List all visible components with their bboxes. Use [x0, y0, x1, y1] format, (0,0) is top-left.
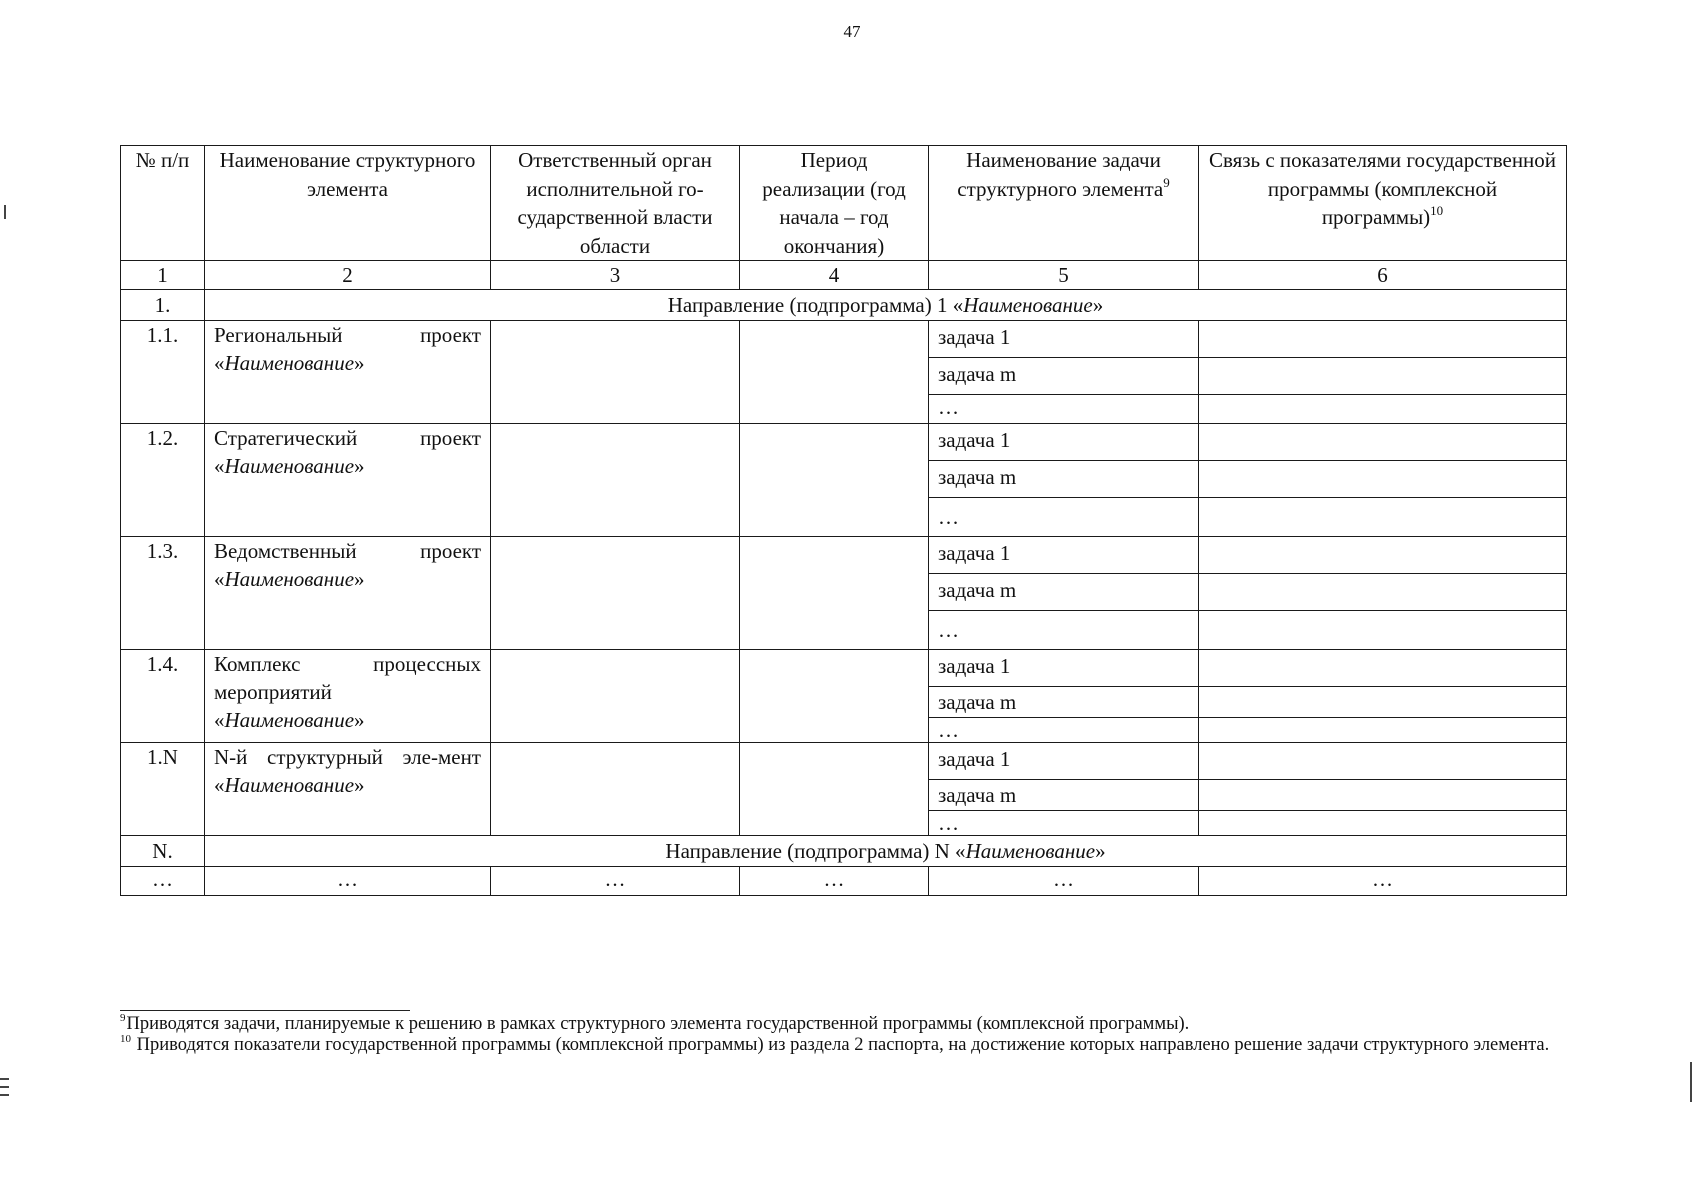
footnote-text: Приводятся показатели государственной программы (комплексной программы) из раздела 2 паспорта, на достижение которых направлено решение задачи структурного элемента. — [136, 1035, 1550, 1055]
period-cell — [740, 537, 929, 650]
indicator-cell — [1199, 424, 1567, 461]
ellipsis-cell: … — [740, 867, 929, 896]
indicator-cell — [1199, 687, 1567, 718]
header-task-name — [929, 146, 1199, 261]
column-number: 3 — [491, 261, 740, 290]
task-cell: … — [929, 498, 1199, 537]
header-element-name: Наименование структурного элемента — [205, 146, 491, 261]
page-number: 47 — [843, 22, 861, 41]
task-cell: задача 1 — [929, 537, 1199, 574]
scan-artifact — [1690, 1062, 1692, 1102]
indicator-cell — [1199, 611, 1567, 650]
direction-suffix: » — [1095, 839, 1106, 863]
indicator-cell — [1199, 718, 1567, 743]
footnote-mark-10: 10 — [1430, 203, 1444, 218]
responsible-body-cell — [491, 650, 740, 743]
element-title-name: Наименование — [224, 567, 355, 591]
element-title-suffix: » — [354, 773, 365, 797]
indicator-cell — [1199, 461, 1567, 498]
element-title-name: Наименование — [224, 773, 355, 797]
header-indicator-link-text: Связь с показателями государственной программы (комплексной программы) — [1208, 148, 1557, 229]
direction-title — [205, 836, 1567, 867]
task-cell: … — [929, 395, 1199, 424]
element-title-suffix: » — [354, 351, 365, 375]
element-name — [205, 321, 491, 424]
element-number: 1.2. — [121, 424, 205, 537]
footnote-separator — [120, 1010, 410, 1011]
direction-row-1 — [121, 290, 1567, 321]
indicator-cell — [1199, 321, 1567, 358]
direction-prefix: Направление (подпрограмма) N « — [665, 839, 966, 863]
footnote-text: Приводятся задачи, планируемые к решению в рамках структурного элемента государственной программы (комплексной программы). — [126, 1014, 1190, 1034]
indicator-cell — [1199, 358, 1567, 395]
direction-name: Наименование — [963, 293, 1093, 317]
responsible-body-cell — [491, 743, 740, 836]
element-title-name: Наименование — [224, 351, 355, 375]
direction-prefix: Направление (подпрограмма) 1 « — [667, 293, 964, 317]
element-title-name: Наименование — [224, 454, 355, 478]
scan-artifact — [0, 1094, 9, 1096]
footnote-10 — [120, 1033, 1580, 1057]
header-period: Период реализации (год начала – год окончания) — [740, 146, 929, 261]
direction-suffix: » — [1092, 293, 1104, 317]
element-title-suffix: » — [354, 708, 365, 732]
responsible-body-cell — [491, 424, 740, 537]
element-title-name: Наименование — [224, 708, 355, 732]
period-cell — [740, 321, 929, 424]
task-cell: задача 1 — [929, 650, 1199, 687]
footnotes — [120, 1012, 1580, 1057]
task-cell: … — [929, 811, 1199, 836]
indicator-cell — [1199, 811, 1567, 836]
element-number: 1.3. — [121, 537, 205, 650]
element-name — [205, 743, 491, 836]
task-cell: задача 1 — [929, 321, 1199, 358]
period-cell — [740, 743, 929, 836]
header-responsible-body: Ответственный орган исполнительной го-сударственной власти области — [491, 146, 740, 261]
indicator-cell — [1199, 537, 1567, 574]
footnote-mark: 10 — [120, 1033, 131, 1045]
task-cell: задача m — [929, 358, 1199, 395]
direction-title — [205, 290, 1567, 321]
column-number: 1 — [121, 261, 205, 290]
ellipsis-row — [121, 867, 1567, 896]
period-cell — [740, 650, 929, 743]
direction-name: Наименование — [965, 839, 1096, 863]
element-name — [205, 650, 491, 743]
header-task-name-text: Наименование задачи структурного элемента — [957, 148, 1164, 201]
ellipsis-cell: … — [1199, 867, 1567, 896]
element-row — [121, 743, 1567, 780]
direction-row-n — [121, 836, 1567, 867]
table-header-row — [121, 146, 1567, 261]
element-title: N-й структурный эле-мент « — [214, 745, 481, 797]
scan-artifact — [4, 205, 6, 219]
indicator-cell — [1199, 395, 1567, 424]
column-number: 4 — [740, 261, 929, 290]
task-cell: задача m — [929, 687, 1199, 718]
task-cell: … — [929, 611, 1199, 650]
indicator-cell — [1199, 743, 1567, 780]
ellipsis-cell: … — [491, 867, 740, 896]
header-indicator-link — [1199, 146, 1567, 261]
element-row — [121, 424, 1567, 461]
footnote-mark: 9 — [120, 1012, 126, 1024]
element-name — [205, 424, 491, 537]
task-cell: задача m — [929, 780, 1199, 811]
task-cell: задача 1 — [929, 424, 1199, 461]
structural-elements-table — [120, 145, 1567, 896]
element-title-suffix: » — [354, 454, 365, 478]
indicator-cell — [1199, 650, 1567, 687]
element-row — [121, 537, 1567, 574]
task-cell: … — [929, 718, 1199, 743]
task-cell: задача m — [929, 574, 1199, 611]
indicator-cell — [1199, 780, 1567, 811]
element-number: 1.4. — [121, 650, 205, 743]
ellipsis-cell: … — [205, 867, 491, 896]
task-cell: задача m — [929, 461, 1199, 498]
footnote-9 — [120, 1012, 1580, 1036]
scan-artifact — [0, 1086, 9, 1088]
element-row — [121, 321, 1567, 358]
element-title: Комплекс процессных мероприятий « — [214, 652, 481, 732]
element-title: Ведомственный проект « — [214, 539, 481, 591]
element-number: 1.1. — [121, 321, 205, 424]
element-row — [121, 650, 1567, 687]
element-number: 1.N — [121, 743, 205, 836]
header-number: № п/п — [121, 146, 205, 261]
responsible-body-cell — [491, 537, 740, 650]
period-cell — [740, 424, 929, 537]
column-number: 2 — [205, 261, 491, 290]
column-number: 6 — [1199, 261, 1567, 290]
element-title: Региональный проект « — [214, 323, 481, 375]
element-title-suffix: » — [354, 567, 365, 591]
column-number: 5 — [929, 261, 1199, 290]
element-title: Стратегический проект « — [214, 426, 481, 478]
indicator-cell — [1199, 574, 1567, 611]
element-name — [205, 537, 491, 650]
responsible-body-cell — [491, 321, 740, 424]
ellipsis-cell: … — [929, 867, 1199, 896]
task-cell: задача 1 — [929, 743, 1199, 780]
ellipsis-cell: … — [121, 867, 205, 896]
direction-number: 1. — [121, 290, 205, 321]
direction-number: N. — [121, 836, 205, 867]
indicator-cell — [1199, 498, 1567, 537]
footnote-mark-9: 9 — [1163, 174, 1170, 190]
scan-artifact — [0, 1078, 9, 1080]
column-numbers-row — [121, 261, 1567, 290]
